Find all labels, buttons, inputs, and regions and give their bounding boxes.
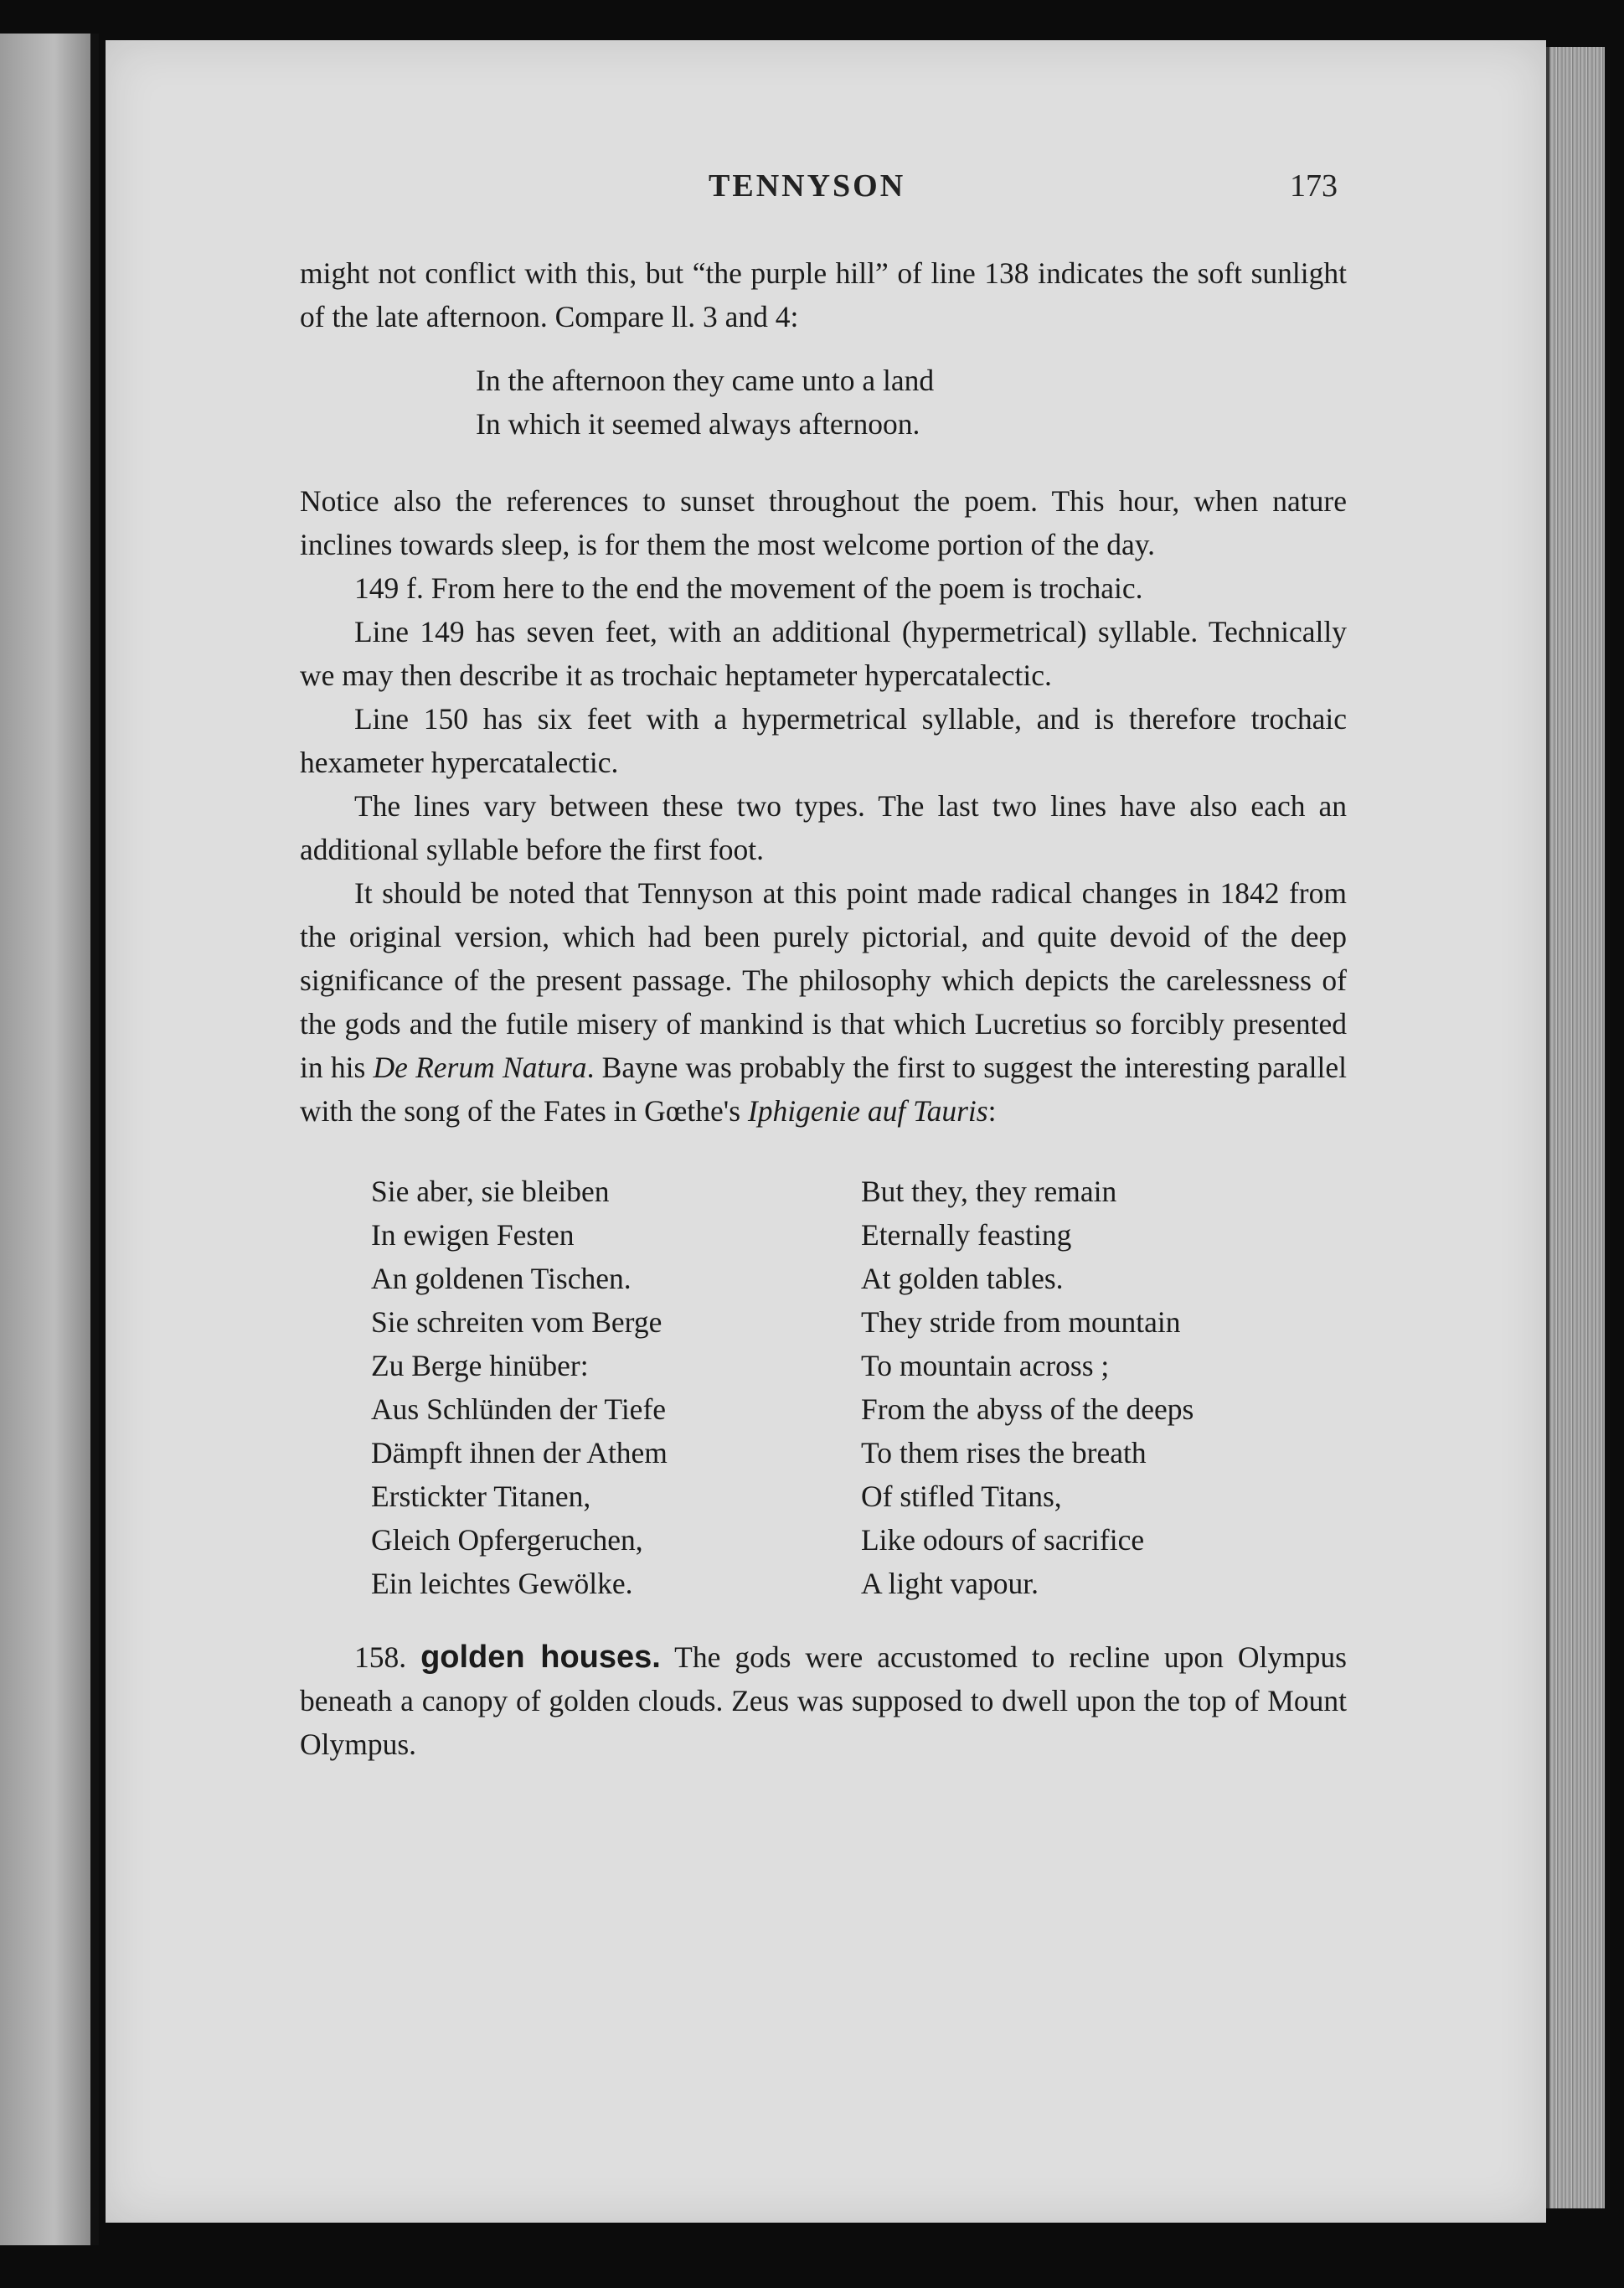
note-number: 158. [354,1640,407,1674]
german-line: Ein leichtes Gewölke. [371,1567,633,1600]
body-text [300,251,1347,1766]
quote-line-1: In the afternoon they came unto a land [476,364,935,397]
note-text: The gods were accustomed to recline upon Olympus beneath a canopy of golden clouds. Zeus was supposed to dwell upon the top of Mount Olympus. [300,1640,1347,1761]
running-head: TENNYSON [709,168,906,204]
paragraph-1: might not conflict with this, but “the purple hill” of line 138 indicates the soft sunlight of the late afternoon. Compare ll. 3 and 4: [300,256,1347,333]
german-line: Gleich Opfergeruchen, [371,1523,643,1557]
english-line: To mountain across ; [861,1349,1110,1382]
quote-line-2: In which it seemed always afternoon. [476,407,920,441]
quoted-lines [476,359,1347,446]
english-line: To them rises the breath [861,1436,1147,1469]
page-block-edge [1546,47,1605,2208]
english-line: Like odours of sacrifice [861,1523,1145,1557]
german-line: In ewigen Festen [371,1218,575,1252]
english-line: But they, they remain [861,1175,1117,1208]
text-segment: : [987,1094,997,1128]
facing-page-edge [0,34,99,2245]
paragraph-2: Notice also the references to sunset throughout the poem. This hour, when nature inclines towards sleep, is for them the most welcome portion of the day. [300,484,1347,561]
english-line: Eternally feasting [861,1218,1072,1252]
text-segment: . Bayne was probably the first to suggest the interesting parallel with the song of the Fates in Gœthe's [300,1051,1347,1128]
paragraph-line-149: Line 149 has seven feet, with an additional (hypermetrical) syllable. Technically we may then describe it as trochaic heptameter hypercatalectic. [300,615,1347,692]
text-segment: It should be noted that Tennyson at this point made radical changes in 1842 from the original version, which had been purely pictorial, and quite devoid of the deep significance of the present passage. The philosophy which depicts the carelessness of the gods and the futile misery of mankind is that which Lucretius so forcibly presented in his [300,876,1347,1084]
paragraph-line-150: Line 150 has six feet with a hypermetrical syllable, and is therefore trochaic hexameter hypercatalectic. [300,702,1347,779]
german-line: Erstickter Titanen, [371,1480,591,1513]
english-line: At golden tables. [861,1262,1064,1295]
note-158 [300,1635,1347,1766]
paragraph-line-types: The lines vary between these two types. The last two lines have also each an additional syllable before the first foot. [300,789,1347,866]
english-line: Of stifled Titans, [861,1480,1062,1513]
german-line: An goldenen Tischen. [371,1262,632,1295]
german-line: Sie aber, sie bleiben [371,1175,610,1208]
german-line: Sie schreiten vom Berge [371,1305,662,1339]
paragraph-tennyson-changes [300,871,1347,1133]
note-lemma: golden houses. [420,1640,661,1675]
note-149: 149 f. From here to the end the movement of the poem is trochaic. [354,571,1143,605]
german-line: Aus Schlünden der Tiefe [371,1392,667,1426]
book-title-iphigenie: Iphigenie auf Tauris [747,1094,988,1128]
german-line: Zu Berge hinüber: [371,1349,589,1382]
page-number: 173 [1290,168,1338,204]
english-line: They stride from mountain [861,1305,1181,1339]
book-title-de-rerum-natura: De Rerum Natura [373,1051,587,1084]
english-line: A light vapour. [861,1567,1039,1600]
german-line: Dämpft ihnen der Athem [371,1436,668,1469]
english-line: From the abyss of the deeps [861,1392,1194,1426]
parallel-verse [371,1170,1347,1605]
